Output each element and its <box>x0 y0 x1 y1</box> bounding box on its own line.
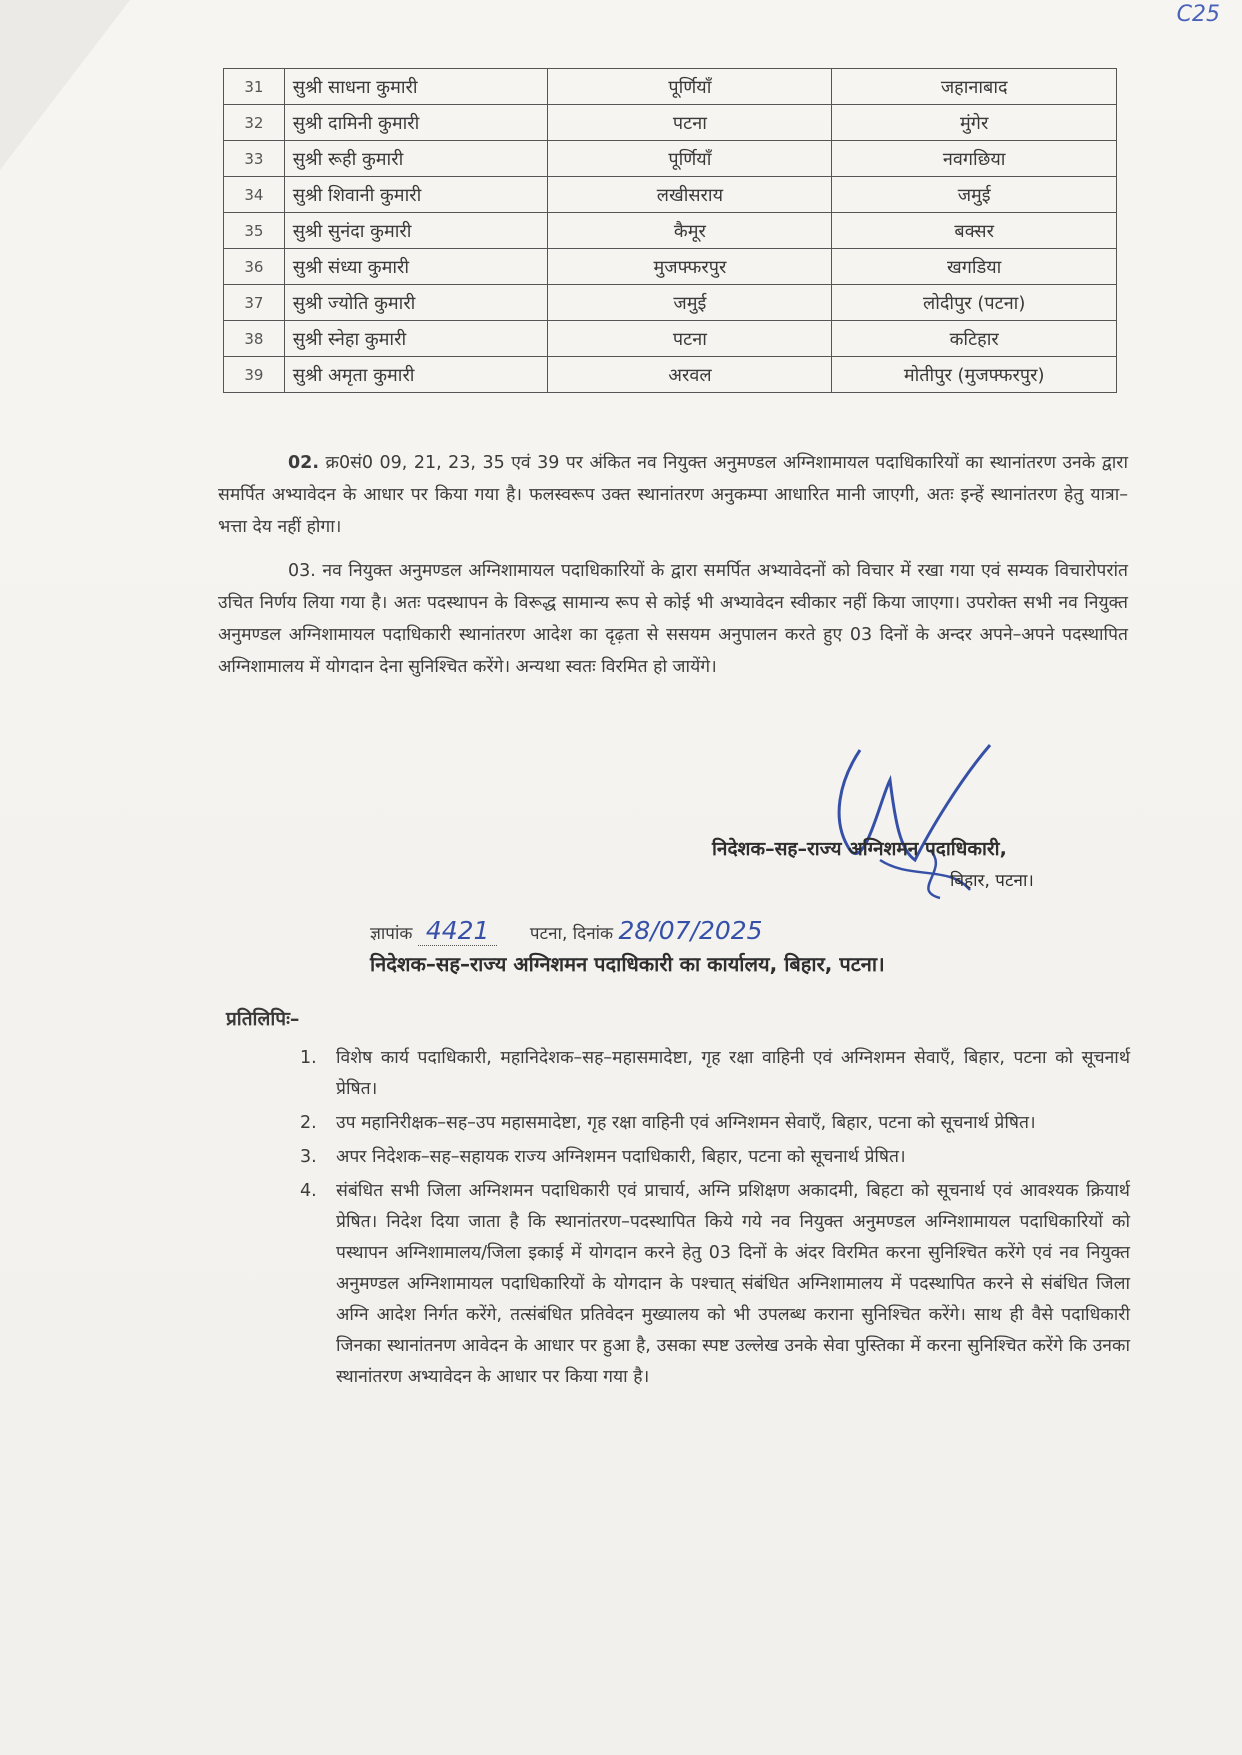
corner-handwritten-mark: C25 <box>1176 2 1220 27</box>
serial-number-cell: 37 <box>224 285 285 321</box>
from-district-cell: पटना <box>548 105 832 141</box>
paragraph-02-number: 02. <box>288 453 320 473</box>
table-row <box>224 177 1117 213</box>
copy-to-item-text: उप महानिरीक्षक–सह–उप महासमादेष्टा, गृह रक्षा वाहिनी एवं अग्निशमन सेवाएँ, बिहार, पटना को सूचनार्थ प्रेषित। <box>336 1113 1036 1133</box>
paragraph-02-text: क्र0सं0 09, 21, 23, 35 एवं 39 पर अंकित नव नियुक्त अनुमण्डल अग्निशामायल पदाधिकारियों का स्थानांतरण उनके द्वारा समर्पित अभ्यावेदन के आधार पर किया गया है। फलस्वरूप उक्त स्थानांतरण अनुकम्पा आधारित मानी जाएगी, अतः इन्हें स्थानांतरण हेतु यात्रा–भत्ता देय नहीं होगा। <box>218 453 1128 537</box>
paragraph-02 <box>218 447 1128 543</box>
officer-name-cell: सुश्री ज्योति कुमारी <box>284 285 548 321</box>
transfer-table-body <box>224 69 1117 393</box>
memo-date: 28/07/2025 <box>618 916 763 945</box>
serial-number-cell: 36 <box>224 249 285 285</box>
place-date-label: पटना, दिनांक <box>529 924 614 944</box>
table-row <box>224 69 1117 105</box>
serial-number-cell: 32 <box>224 105 285 141</box>
paragraph-03 <box>218 555 1128 683</box>
officer-name-cell: सुश्री साधना कुमारी <box>284 69 548 105</box>
table-row <box>224 213 1117 249</box>
office-name: निदेशक–सह–राज्य अग्निशमन पदाधिकारी का कार्यालय, बिहार, पटना। <box>370 952 885 976</box>
table-row <box>224 285 1117 321</box>
table-row <box>224 141 1117 177</box>
copy-to-item <box>300 1108 1130 1139</box>
copy-to-item <box>300 1142 1130 1173</box>
signatory-designation: निदेशक–सह–राज्य अग्निशमन पदाधिकारी, <box>712 838 1007 860</box>
from-district-cell: लखीसराय <box>548 177 832 213</box>
serial-number-cell: 31 <box>224 69 285 105</box>
table-row <box>224 357 1117 393</box>
from-district-cell: जमुई <box>548 285 832 321</box>
table-row <box>224 321 1117 357</box>
to-posting-cell: बक्सर <box>832 213 1117 249</box>
officer-name-cell: सुश्री शिवानी कुमारी <box>284 177 548 213</box>
officer-name-cell: सुश्री स्नेहा कुमारी <box>284 321 548 357</box>
serial-number-cell: 33 <box>224 141 285 177</box>
copy-to-title: प्रतिलिपिः– <box>226 1008 300 1030</box>
memo-reference-line <box>370 916 763 946</box>
to-posting-cell: मुंगेर <box>832 105 1117 141</box>
officer-name-cell: सुश्री दामिनी कुमारी <box>284 105 548 141</box>
paragraph-03-number: 03. <box>288 561 316 581</box>
serial-number-cell: 35 <box>224 213 285 249</box>
memo-number: 4421 <box>425 916 490 945</box>
officer-name-cell: सुश्री अमृता कुमारी <box>284 357 548 393</box>
folded-corner <box>0 0 130 170</box>
from-district-cell: अरवल <box>548 357 832 393</box>
copy-to-item-number: 2. <box>300 1113 317 1133</box>
officer-name-cell: सुश्री सुनंदा कुमारी <box>284 213 548 249</box>
officer-name-cell: सुश्री संध्या कुमारी <box>284 249 548 285</box>
to-posting-cell: नवगछिया <box>832 141 1117 177</box>
copy-to-list <box>300 1043 1130 1396</box>
to-posting-cell: कटिहार <box>832 321 1117 357</box>
signatory-location: बिहार, पटना। <box>950 871 1034 891</box>
to-posting-cell: जमुई <box>832 177 1117 213</box>
to-posting-cell: मोतीपुर (मुजफ्फरपुर) <box>832 357 1117 393</box>
serial-number-cell: 39 <box>224 357 285 393</box>
copy-to-item-text: अपर निदेशक–सह–सहायक राज्य अग्निशमन पदाधिकारी, बिहार, पटना को सूचनार्थ प्रेषित। <box>336 1147 906 1167</box>
copy-to-item-number: 1. <box>300 1048 317 1068</box>
serial-number-cell: 34 <box>224 177 285 213</box>
copy-to-item <box>300 1176 1130 1393</box>
copy-to-item-text: विशेष कार्य पदाधिकारी, महानिदेशक–सह–महासमादेष्टा, गृह रक्षा वाहिनी एवं अग्निशमन सेवाएँ, बिहार, पटना को सूचनार्थ प्रेषित। <box>336 1048 1130 1099</box>
copy-to-item-number: 4. <box>300 1181 317 1201</box>
copy-to-item <box>300 1043 1130 1105</box>
to-posting-cell: खगडिया <box>832 249 1117 285</box>
from-district-cell: मुजफ्फरपुर <box>548 249 832 285</box>
from-district-cell: पटना <box>548 321 832 357</box>
copy-to-item-text: संबंधित सभी जिला अग्निशमन पदाधिकारी एवं प्राचार्य, अग्नि प्रशिक्षण अकादमी, बिहटा को सूचनार्थ एवं आवश्यक क्रियार्थ प्रेषित। निदेश दिया जाता है कि स्थानांतरण–पदस्थापित किये गये नव नियुक्त अनुमण्डल अग्निशामायल पदाधिकारियों को पस्थापन अग्निशामालय/जिला इकाई में योगदान करने हेतु 03 दिनों के अंदर विरमित करना सुनिश्चित करेंगे एवं नव नियुक्त अनुमण्डल अग्निशामायल पदाधिकारियों के योगदान के पश्चात् संबंधित अग्निशामालय में पदस्थापित करने से संबंधित जिला अग्नि आदेश निर्गत करेंगे, तत्संबंधित प्रतिवेदन मुख्यालय को भी उपलब्ध कराना सुनिश्चित करेंगे। साथ ही वैसे पदाधिकारी जिनका स्थानांतनण आवेदन के आधार पर हुआ है, उसका स्पष्ट उल्लेख उनके सेवा पुस्तिका में करना सुनिश्चित करेंगे कि उनका स्थानांतरण अभ्यावेदन के आधार पर किया गया है। <box>336 1181 1130 1387</box>
from-district-cell: कैमूर <box>548 213 832 249</box>
copy-to-item-number: 3. <box>300 1147 317 1167</box>
paragraph-03-text: नव नियुक्त अनुमण्डल अग्निशामायल पदाधिकारियों के द्वारा समर्पित अभ्यावेदनों को विचार में रखा गया एवं सम्यक विचारोपरांत उचित निर्णय लिया गया है। अतः पदस्थापन के विरूद्ध सामान्य रूप से कोई भी अभ्यावेदन स्वीकार नहीं किया जाएगा। उपरोक्त सभी नव नियुक्त अनुमण्डल अग्निशामायल पदाधिकारी स्थानांतरण आदेश का दृढ़ता से ससयम अनुपालन करते हुए 03 दिनों के अन्दर अपने–अपने पदस्थापित अग्निशामालय में योगदान देना सुनिश्चित करेंगे। अन्यथा स्वतः विरमित हो जायेंगे। <box>218 561 1128 677</box>
to-posting-cell: जहानाबाद <box>832 69 1117 105</box>
table-row <box>224 249 1117 285</box>
officer-name-cell: सुश्री रूही कुमारी <box>284 141 548 177</box>
transfer-table <box>223 68 1117 393</box>
from-district-cell: पूर्णियाँ <box>548 69 832 105</box>
to-posting-cell: लोदीपुर (पटना) <box>832 285 1117 321</box>
from-district-cell: पूर्णियाँ <box>548 141 832 177</box>
memo-label: ज्ञापांक <box>370 924 413 944</box>
serial-number-cell: 38 <box>224 321 285 357</box>
table-row <box>224 105 1117 141</box>
